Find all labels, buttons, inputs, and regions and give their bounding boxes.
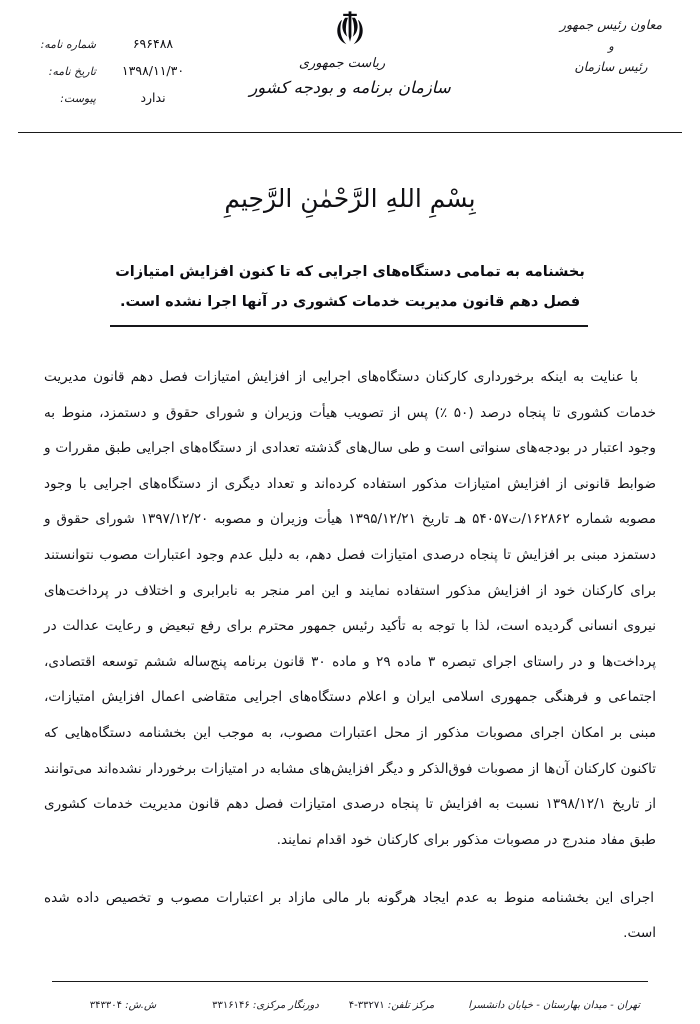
footer-telephone-value: ۳۳۲۷۱-۴ xyxy=(348,999,385,1011)
body-paragraph-2: اجرای این بخشنامه منوط به عدم ایجاد هرگونه بار مالی مازاد بر اعتبارات مصوب و تخصیص داده شده است. xyxy=(44,889,656,942)
footer-serial xyxy=(90,1000,156,1011)
footer-serial-value: ۳۴۳۳۰۴ xyxy=(89,999,123,1011)
document-body xyxy=(44,360,656,966)
letter-meta-block xyxy=(22,36,210,117)
footer-address: تهران - میدان بهارستان - خیابان دانشسرا xyxy=(468,999,640,1011)
header-divider xyxy=(18,132,682,133)
document-title xyxy=(95,258,605,317)
meta-row-attachment xyxy=(22,90,210,117)
organization-line-2: سازمان برنامه و بودجه کشور xyxy=(249,77,451,97)
meta-label-letter-number: شماره نامه: xyxy=(40,38,96,51)
footer-fax-value: ۳۳۱۶۱۴۶ xyxy=(212,999,250,1011)
footer-fax-label: دورنگار مرکزی: xyxy=(252,999,319,1011)
bismillah-invocation: بِسْمِ اللهِ الرَّحْمٰنِ الرَّحِيمِ xyxy=(224,184,476,213)
body-paragraph-1: با عنایت به اینکه برخورداری کارکنان دستگاه‌های اجرایی از افزایش امتیازات فصل دهم قانون مدیریت خدمات کشوری تا پنجاه درصد (۵۰ ٪) پس از تصویب هیأت وزیران و شورای حقوق و دستمزد، منوط به وجود اعتبار در بودجه‌های سنواتی است و طی سال‌های گذشته تعدادی از دستگاه‌های اجرایی طبق مقررات و ضوابط قانونی از افزایش امتیازات مذکور استفاده کرده‌اند و تعداد دیگری از دستگاه‌های اجرایی با وجود مصوبه شماره ۱۶۲۸۶۲/ت۵۴۰۵۷ هـ تاریخ ۱۳۹۵/۱۲/۲۱ هیأت وزیران و مصوبه ۱۳۹۷/۱۲/۲۰ شورای حقوق و دستمزد مبنی بر افزایش تا پنجاه درصدی امتیازات فصل دهم، به دلیل عدم وجود اعتبارات مصوب نتوانستند برای کارکنان خود از افزایش مذکور استفاده نمایند و این امر منجر به نابرابری و اختلاف در پرداخت‌های نیروی انسانی گردیده است، لذا با توجه به تأکید رئیس جمهور محترم برای رفع تبعیض و رعایت عدالت در پرداخت‌ها و در راستای اجرای تبصره ۳ ماده ۲۹ و ماده ۳۰ قانون برنامه پنج‌ساله ششم توسعه اقتصادی، اجتماعی و فرهنگی جمهوری اسلامی ایران و اعلام دستگاه‌های اجرایی متقاضی اعمال افزایش امتیازات، مبنی بر امکان اجرای مصوبات مذکور از محل اعتبارات مصوب، به موجب این بخشنامه دستگاه‌هایی که تاکنون کارکنان آن‌ها از مصوبات فوق‌الذکر و دیگر افزایش‌های مشابه در امتیازات برخوردار نشده‌اند می‌توانند از تاریخ ۱۳۹۸/۱۲/۱ نسبت به افزایش تا پنجاه درصدی امتیازات فصل دهم قانون مدیریت خدمات کشوری طبق مفاد مندرج در مصوبات مذکور برای کارکنان خود اقدام نمایند. xyxy=(44,369,657,848)
iran-national-emblem-icon xyxy=(330,8,370,50)
signatory-title-line1: معاون رئیس جمهور xyxy=(559,17,663,32)
signatory-title-line2: رئیس سازمان xyxy=(574,59,648,74)
document-title-line-2: فصل دهم قانون مدیریت خدمات کشوری در آنها اجرا نشده است. xyxy=(119,293,581,310)
signatory-block xyxy=(536,14,686,78)
meta-row-letter-number xyxy=(22,36,210,63)
footer-telephone xyxy=(349,1000,435,1011)
meta-row-letter-date xyxy=(22,63,210,90)
organization-block xyxy=(190,8,510,101)
footer-serial-label: ش.ش: xyxy=(125,999,157,1011)
meta-label-letter-date: تاریخ نامه: xyxy=(48,65,96,78)
title-divider xyxy=(110,325,588,327)
footer-fax xyxy=(212,1000,319,1011)
footer-telephone-label: مرکز تلفن: xyxy=(387,999,435,1011)
organization-line-1: ریاست جمهوری xyxy=(298,56,386,71)
signatory-conjunction: و xyxy=(608,38,614,53)
meta-label-attachment: پیوست: xyxy=(60,92,96,105)
letterhead-header xyxy=(0,0,700,132)
meta-value-attachment: ندارد xyxy=(140,90,166,105)
letterhead-footer xyxy=(52,990,648,1020)
meta-value-letter-date: ۱۳۹۸/۱۱/۳۰ xyxy=(121,63,185,78)
footer-divider xyxy=(52,981,648,982)
document-title-line-1: بخشنامه به تمامی دستگاه‌های اجرایی که تا کنون افزایش امتیازات xyxy=(115,264,585,280)
meta-value-letter-number: ۶۹۶۴۸۸ xyxy=(132,36,174,51)
